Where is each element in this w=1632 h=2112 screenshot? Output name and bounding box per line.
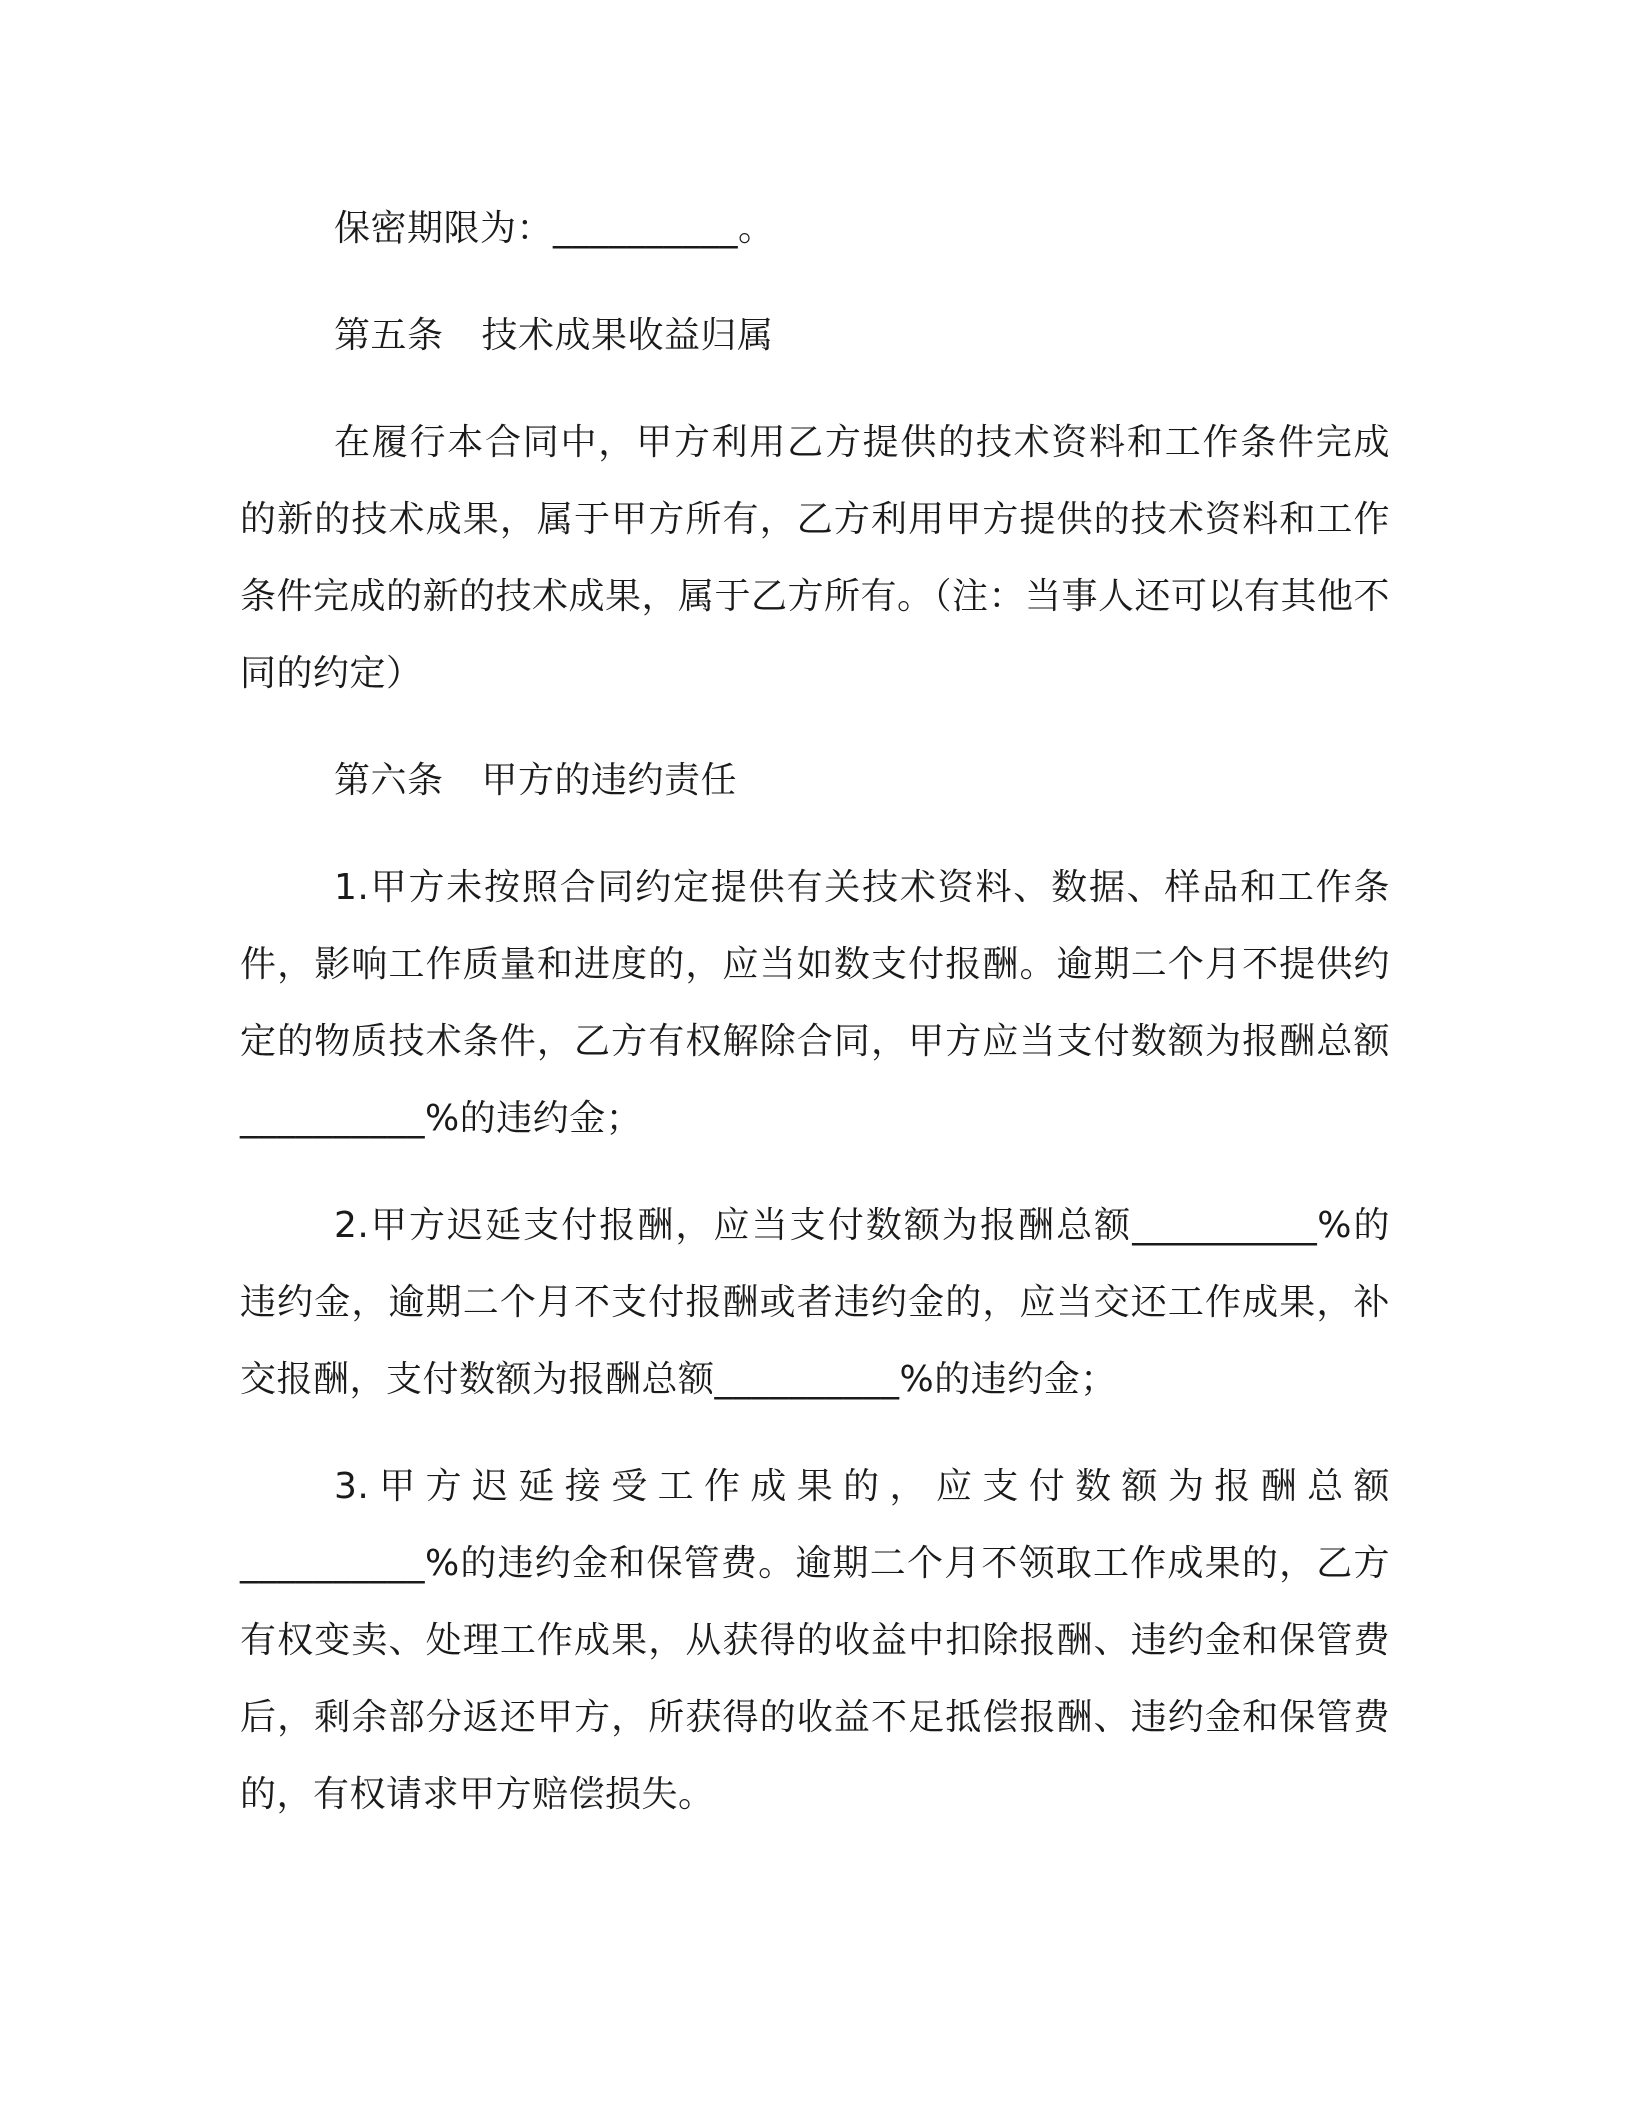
secrecy-period-paragraph: 保密期限为：__________。 xyxy=(334,208,775,249)
article-6-heading xyxy=(240,742,1390,819)
article-5-title: 技术成果收益归属 xyxy=(481,315,774,356)
article-6-clause-3: 3.甲方迟延接受工作成果的，应支付数额为报酬总额__________%的违约金和保管费。逾期二个月不领取工作成果的，乙方有权变卖、处理工作成果，从获得的收益中扣除报酬、违约金和保管费后，剩余部分返还甲方，所获得的收益不足抵偿报酬、违约金和保管费的，有权请求甲方赔偿损失。 xyxy=(240,1466,1390,1815)
article-5-body: 在履行本合同中，甲方利用乙方提供的技术资料和工作条件完成的新的技术成果，属于甲方所有，乙方利用甲方提供的技术资料和工作条件完成的新的技术成果，属于乙方所有。（注：当事人还可以有其他不同的约定） xyxy=(240,422,1391,694)
article-5-number: 第五条 xyxy=(334,315,444,356)
article-5-heading xyxy=(240,297,1390,374)
article-6-title: 甲方的违约责任 xyxy=(481,760,738,801)
article-6-clause-1: 1.甲方未按照合同约定提供有关技术资料、数据、样品和工作条件，影响工作质量和进度的，应当如数支付报酬。逾期二个月不提供约定的物质技术条件，乙方有权解除合同，甲方应当支付数额为报酬总额__________%的违约金； xyxy=(240,867,1390,1139)
article-6-number: 第六条 xyxy=(334,760,444,801)
document-body xyxy=(240,190,1390,1863)
article-6-clause-2: 2.甲方迟延支付报酬，应当支付数额为报酬总额__________%的违约金，逾期二个月不支付报酬或者违约金的，应当交还工作成果，补交报酬，支付数额为报酬总额__________%的违约金； xyxy=(240,1205,1390,1400)
